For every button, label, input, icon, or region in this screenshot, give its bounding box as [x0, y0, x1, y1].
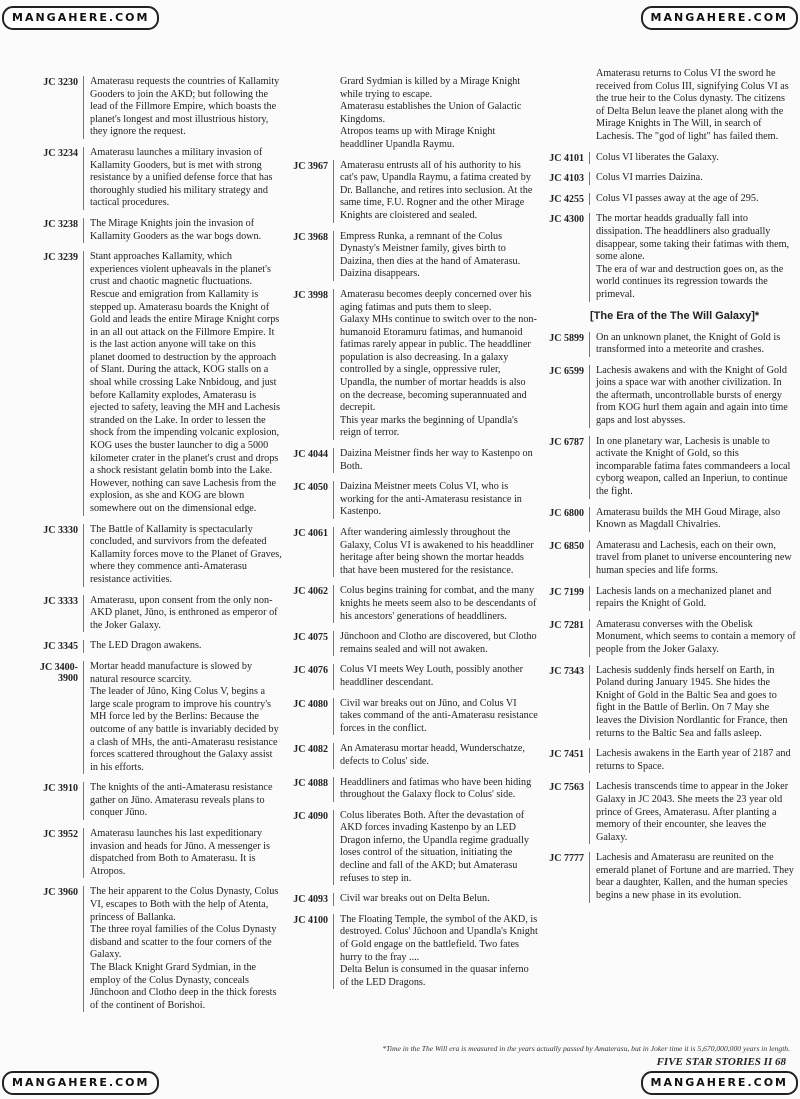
entry-text: Lachesis awakens and with the Knight of Gold joins a space war with another civilization. In the aftermath, uncontrollable bursts of energy from KOG hurl them again and again into time gaps and lost abysses. — [589, 365, 796, 428]
entry-year: JC 3234 — [43, 147, 78, 159]
entry-text: Stant approaches Kallamity, which experiences violent upheavals in the planet's crust and chaotic magnetic fluctuations. Rescue and emigration from Kallamity is stepped up. Amaterasu boards the Knight of Gold and leads the entire Mirage Knight corps in an all out attack on the Fillmore Empire. It is the last action anyone will take on this planet doomed to destruction by the approach of Slant. During the attack, KOG stalls on a shoal while crossing Lake Nnbidoug, and just before Kallamity explodes, Amaterasu is ejected to safety, leaving the MH and Lachesis stranded on the Lake. In order to lessen the shock from the impending volcanic explosion, KOG uses the buster launcher to dig a 5000 kilometer crater in the planet's crust and drops a shock resistant gelatin bomb into the Lake. However, nothing can save Lachesis from the explosion, as she and KOG are blown somewhere out on the dimensional edge. — [83, 251, 282, 515]
timeline-column-3-top — [540, 68, 796, 302]
entry-text: Lachesis and Amaterasu are reunited on the emerald planet of Fortune and are married. They bear a daughter, Kallen, and the human species begins a new phase in its evolution. — [589, 852, 796, 902]
timeline-entry — [540, 193, 796, 206]
entry-year: JC 6599 — [549, 365, 584, 377]
timeline-entry — [20, 595, 282, 633]
entry-year: JC 4075 — [293, 632, 328, 644]
entry-year: JC 3333 — [43, 595, 78, 607]
entry-year: JC 3960 — [43, 887, 78, 899]
timeline-entry — [540, 619, 796, 657]
entry-text: Amaterasu converses with the Obelisk Monument, which seems to contain a memory of people from the Joker Galaxy. — [589, 619, 796, 657]
entry-year: JC 4255 — [549, 193, 584, 205]
timeline-entry — [20, 218, 282, 243]
entry-text: An Amaterasu mortar headd, Wunderschatze, defects to Colus' side. — [333, 743, 538, 768]
timeline-entry — [20, 524, 282, 587]
entry-year: JC 3910 — [43, 783, 78, 795]
entry-year: JC 5899 — [549, 332, 584, 344]
entry-year: JC 7451 — [549, 749, 584, 761]
entry-year: JC 4100 — [293, 914, 328, 926]
timeline-entry — [540, 665, 796, 741]
entry-text: Amaterasu and Lachesis, each on their own, travel from planet to universe encountering new human species and life forms. — [589, 540, 796, 578]
entry-text: Civil war breaks out on Delta Belun. — [333, 893, 538, 906]
entry-year: JC 4044 — [293, 449, 328, 461]
entry-text: Lachesis transcends time to appear in the Joker Galaxy in JC 2043. She meets the 23 year old prince of Grees, Amaterasu. After planting a memory of their encounter, she leaves the Galaxy. — [589, 781, 796, 844]
entry-year: JC 3968 — [293, 231, 328, 243]
entry-year: JC 4300 — [549, 214, 584, 226]
entry-text: The LED Dragon awakens. — [83, 640, 282, 653]
entry-year: JC 3952 — [43, 829, 78, 841]
entry-year: JC 3967 — [293, 160, 328, 172]
entry-year: JC 4062 — [293, 586, 328, 598]
entry-text: Amaterasu requests the countries of Kallamity Gooders to join the AKD; but following the lead of the Fillmore Empire, which boasts the planet's longest and most illustrious history, they ignore the request. — [83, 76, 282, 139]
entry-text: Colus begins training for combat, and the many knights he meets seem also to be descendants of his ancestors' generations of headdliners. — [333, 585, 538, 623]
entry-text: Amaterasu becomes deeply concerned over his aging fatimas and puts them to sleep. Galaxy MHs continue to switch over to the non-humanoid Etoramuru fatimas, and humanoid fatimas rarely appear in public. The headdliner population is also decreasing. In a galaxy controlled by a single, oppressive ruler, Upandla, the number of mortar headds is also on the decrease, becoming superannuated and decrepit. This year marks the beginning of Upandla's reign of terror. — [333, 289, 538, 440]
timeline-entry — [540, 365, 796, 428]
timeline-entry — [284, 631, 538, 656]
entry-year: JC 7343 — [549, 665, 584, 677]
entry-year: JC 4088 — [293, 777, 328, 789]
entry-text: The Mirage Knights join the invasion of Kallamity Gooders as the war bogs down. — [83, 218, 282, 243]
entry-text: Amaterasu launches a military invasion of Kallamity Gooders, but is met with strong resistance by a unified defense force that has thoroughly studied his military strategy and tactical procedures. — [83, 147, 282, 210]
entry-text: Colus VI marries Daizina. — [589, 172, 796, 185]
entry-year: JC 3238 — [43, 218, 78, 230]
timeline-entry — [540, 781, 796, 844]
entry-text: Amaterasu entrusts all of his authority to his cat's paw, Upandla Raymu, a fatima created by Dr. Ballanche, and retires into seclusion. At the same time, F.U. Rogner and the other Mirage Knights are cloistered and sealed. — [333, 160, 538, 223]
timeline-entry — [540, 332, 796, 357]
entry-year: JC 3345 — [43, 641, 78, 653]
entry-year: JC 7199 — [549, 586, 584, 598]
entry-text: Colus VI liberates the Galaxy. — [589, 152, 796, 165]
entry-text: Headdliners and fatimas who have been hiding throughout the Galaxy flock to Colus' side. — [333, 777, 538, 802]
entry-text: Jūnchoon and Clotho are discovered, but Clotho remains sealed and will not awaken. — [333, 631, 538, 656]
entry-year: JC 7281 — [549, 619, 584, 631]
entry-year: JC 4050 — [293, 482, 328, 494]
entry-text: Lachesis suddenly finds herself on Earth, in Poland during January 1945. She hides the Knight of Gold in the Baltic Sea and goes to fight in the Battle of Berlin. On 7 May she leaves the Division Nordlantic for France, then returns to the Baltic Sea and falls asleep. — [589, 665, 796, 741]
entry-year: JC 3400- 3900 — [39, 661, 78, 684]
entry-year: JC 4093 — [293, 894, 328, 906]
timeline-entry — [540, 152, 796, 165]
entry-text: Amaterasu builds the MH Goud Mirage, also Known as Magdall Chivalries. — [589, 507, 796, 532]
timeline-entry — [540, 852, 796, 902]
watermark-bottom-left: MANGAHERE.COM — [2, 1071, 159, 1095]
entry-text: The knights of the anti-Amaterasu resistance gather on Jūno. Amaterasu reveals plans to conquer Jūno. — [83, 782, 282, 820]
timeline-entry — [284, 810, 538, 886]
timeline-entry — [284, 160, 538, 223]
timeline-column-3-bottom — [540, 332, 796, 903]
timeline-entry — [20, 886, 282, 1012]
timeline-entry — [540, 507, 796, 532]
entry-text: Daizina Meistner meets Colus VI, who is working for the anti-Amaterasu resistance in Kastenpo. — [333, 481, 538, 519]
entry-text: The heir apparent to the Colus Dynasty, Colus VI, escapes to Both with the help of Atenta, princess of Ballanka. The three royal families of the Colus Dynasty disband and scatter to the four corners of the Galaxy. The Black Knight Grard Sydmian, in the employ of the Colus Dynasty, conceals Jūnchoon and Clotho deep in the thick forests of the continent of Borishoi. — [83, 886, 282, 1012]
entry-year: JC 6850 — [549, 540, 584, 552]
entry-text: On an unknown planet, the Knight of Gold is transformed into a meteorite and crashes. — [589, 332, 796, 357]
entry-text: Grard Sydmian is killed by a Mirage Knight while trying to escape. Amaterasu establishes the Union of Galactic Kingdoms. Atropos teams up with Mirage Knight headdliner Upandla Raymu. — [340, 76, 522, 150]
timeline-entry — [284, 231, 538, 281]
timeline-entry — [284, 777, 538, 802]
entry-year: JC 4101 — [549, 152, 584, 164]
timeline-entry — [284, 76, 538, 152]
timeline-entry — [284, 893, 538, 906]
entry-text: Lachesis awakens in the Earth year of 2187 and returns to Space. — [589, 748, 796, 773]
timeline-entry — [284, 743, 538, 768]
timeline-entry — [20, 147, 282, 210]
entry-text: The Floating Temple, the symbol of the AKD, is destroyed. Colus' Jūchoon and Upandla's Knight of Gold engage on the battlefield. Two fates hurry to the fray .... Delta Belun is consumed in the quasar inferno of the LED Dragons. — [333, 914, 538, 990]
timeline-entry — [284, 527, 538, 577]
page-number: FIVE STAR STORIES II 68 — [656, 1056, 786, 1068]
entry-text: Colus liberates Both. After the devastation of AKD forces invading Kastenpo by an LED Dragon inferno, the Upandla regime gradually loses control of the situation, initiating the decline and fall of the AKD; but Amaterasu refuses to step in. — [333, 810, 538, 886]
entry-text: The mortar headds gradually fall into dissipation. The headdliners also gradually disappear, some taking their fatimas with them, some alone. The era of war and destruction goes on, as the world continues its regression towards the primeval. — [589, 213, 796, 301]
entry-year: JC 6787 — [549, 436, 584, 448]
entry-year: JC 7563 — [549, 782, 584, 794]
timeline-entry — [540, 748, 796, 773]
timeline-entry — [20, 251, 282, 515]
timeline-entry — [540, 68, 796, 144]
timeline-entry — [284, 585, 538, 623]
timeline-entry — [540, 586, 796, 611]
timeline-entry — [20, 828, 282, 878]
timeline-entry — [284, 481, 538, 519]
timeline-entry — [20, 640, 282, 653]
footnote: *Time in the The Will era is measured in the years actually passed by Amaterasu, but in Joker time it is 5,670,000,000 years in length. — [382, 1044, 790, 1053]
entry-text: Amaterasu, upon consent from the only non-AKD planet, Jūno, is enthroned as emperor of the Joker Galaxy. — [83, 595, 282, 633]
entry-text: Colus VI passes away at the age of 295. — [589, 193, 796, 206]
timeline-entry — [540, 213, 796, 301]
timeline-entry — [284, 448, 538, 473]
entry-year: JC 4090 — [293, 810, 328, 822]
entry-text: Daizina Meistner finds her way to Kastenpo on Both. — [333, 448, 538, 473]
entry-year — [540, 68, 589, 144]
timeline-entry — [284, 289, 538, 440]
watermark-bottom-right: MANGAHERE.COM — [641, 1071, 798, 1095]
entry-year: JC 3230 — [43, 77, 78, 88]
timeline-entry — [20, 661, 282, 774]
entry-year: JC 7777 — [549, 853, 584, 865]
timeline-column-1 — [20, 76, 282, 1020]
timeline-column-2 — [284, 76, 538, 997]
timeline-entry — [540, 172, 796, 185]
entry-text: Mortar headd manufacture is slowed by natural resource scarcity. The leader of Jūno, King Colus V, begins a large scale program to improve his country's MH force led by the Berlins: Because the outcome of any battle is invariably decided by a clash of MHs, the anti-Amaterasu resistance forces scattered throughout the Galaxy assist in his efforts. — [83, 661, 282, 774]
entry-year: JC 3239 — [43, 252, 78, 264]
watermark-top-left: MANGAHERE.COM — [2, 6, 159, 30]
entry-text: Empress Runka, a remnant of the Colus Dynasty's Meistner family, gives birth to Daizina, then dies at the hand of Amaterasu. Daizina disappears. — [333, 231, 538, 281]
entry-year: JC 3330 — [43, 524, 78, 536]
entry-year — [284, 76, 333, 152]
era-heading: [The Era of the The Will Galaxy]* — [590, 309, 760, 322]
timeline-entry — [20, 76, 282, 139]
watermark-top-right: MANGAHERE.COM — [641, 6, 798, 30]
entry-text: In one planetary war, Lachesis is unable to activate the Knight of Gold, so this incomparable fatima fates commandeers a local cyborg weapon, called an Inperiun, to continue the fight. — [589, 436, 796, 499]
entry-text: Lachesis lands on a mechanized planet and repairs the Knight of Gold. — [589, 586, 796, 611]
timeline-column-3 — [540, 68, 796, 911]
entry-text: The Battle of Kallamity is spectacularly concluded, and survivors from the defeated Kallamity forces move to the Planet of Graves, where they commence anti-Amaterasu resistance activities. — [83, 524, 282, 587]
entry-year: JC 4061 — [293, 528, 328, 539]
entry-text: Civil war breaks out on Jūno, and Colus VI takes command of the anti-Amaterasu resistance forces in the conflict. — [333, 698, 538, 736]
timeline-entry — [540, 540, 796, 578]
entry-year: JC 4076 — [293, 665, 328, 677]
entry-text: Amaterasu launches his last expeditionary invasion and heads for Jūno. A messenger is dispatched from Both to Amaterasu. It is Atropos. — [83, 828, 282, 878]
entry-year: JC 3998 — [293, 289, 328, 301]
timeline-entry — [284, 914, 538, 990]
timeline-entry — [284, 698, 538, 736]
entry-year: JC 4080 — [293, 698, 328, 710]
entry-text: After wandering aimlessly throughout the Galaxy, Colus VI is awakened to his headdliner heritage after being shown the mortar headds that have been mustered for the resistance. — [333, 527, 538, 577]
entry-year: JC 4103 — [549, 173, 584, 185]
entry-text: Amaterasu returns to Colus VI the sword he received from Colus III, signifying Colus VI as the true heir to the Colus dynasty. The citizens of Delta Belun leave the planet along with the Mirage Knights in The Will, in search of Lachesis. The "god of light" has failed them. — [596, 68, 789, 142]
timeline-entry — [540, 436, 796, 499]
timeline-entry — [284, 664, 538, 689]
entry-text: Colus VI meets Wey Louth, possibly another headdliner descendant. — [333, 664, 538, 689]
timeline-entry — [20, 782, 282, 820]
entry-year: JC 4082 — [293, 744, 328, 756]
entry-year: JC 6800 — [549, 507, 584, 519]
